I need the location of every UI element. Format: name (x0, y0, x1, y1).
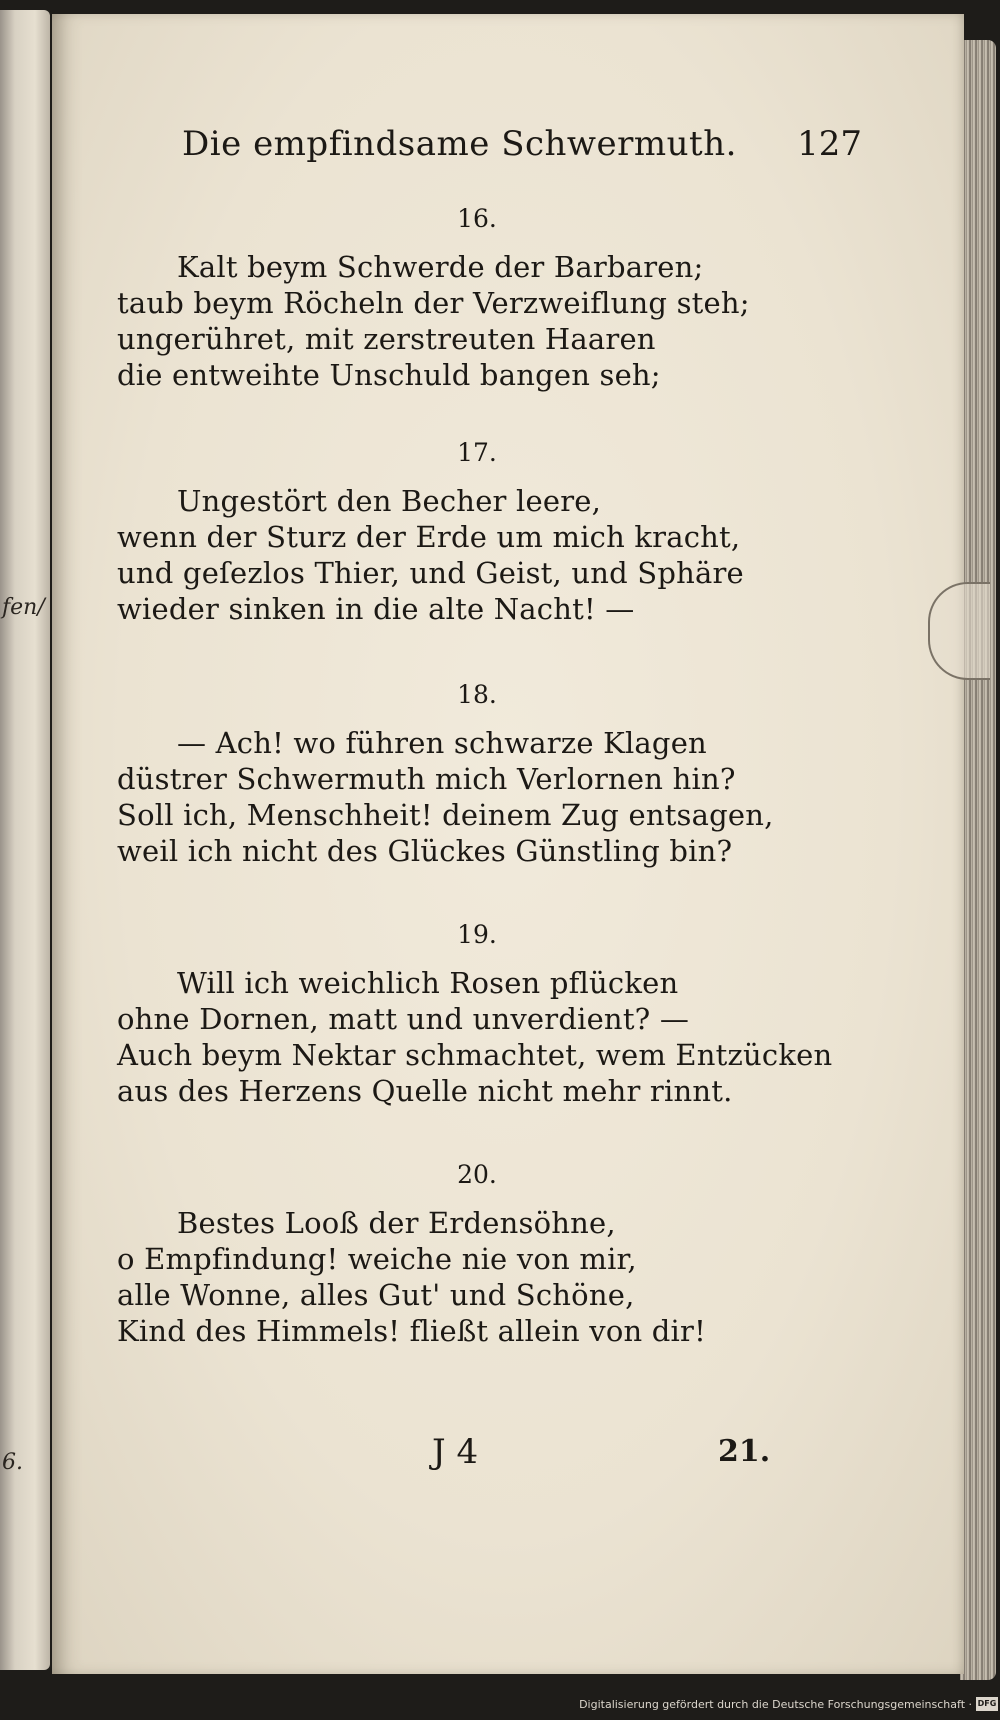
page-edges (960, 40, 996, 1680)
left-page-fragment: 6. (2, 1450, 23, 1475)
stanza-number: 17. (457, 438, 497, 467)
verse-line: o Empfindung! weiche nie von mir, (117, 1242, 637, 1276)
verse-line: Soll ich, Menschheit! deinem Zug entsagen, (117, 798, 774, 832)
verse-line: — Ach! wo führen schwarze Klagen (177, 726, 707, 760)
verse-line: Bestes Looß der Erdensöhne, (177, 1206, 616, 1240)
verse-line: taub beym Röcheln der Verzweiflung steh; (117, 286, 750, 320)
verse-line: Kind des Himmels! fließt allein von dir! (117, 1314, 706, 1348)
left-page-fragment: fen/ (2, 595, 45, 620)
verse-line: alle Wonne, alles Gut' und Schöne, (117, 1278, 635, 1312)
catchword: 21. (718, 1434, 771, 1469)
dfg-logo-icon: DFG (976, 1697, 998, 1711)
verse-line: weil ich nicht des Glückes Günstling bin? (117, 834, 733, 868)
stanza-number: 16. (457, 204, 497, 233)
verse-line: die entweihte Unschuld bangen seh; (117, 358, 661, 392)
verse-line: aus des Herzens Quelle nicht mehr rinnt. (117, 1074, 733, 1108)
verse-line: und geſezlos Thier, und Geist, und Sphäre (117, 556, 744, 590)
page-footer (52, 1432, 964, 1482)
running-title: Die empfindsame Schwermuth. (182, 124, 737, 164)
verse-line: Ungestört den Becher leere, (177, 484, 602, 518)
verse-line: düstrer Schwermuth mich Verlornen hin? (117, 762, 736, 796)
verse-line: Auch beym Nektar schmachtet, wem Entzücken (117, 1038, 833, 1072)
digitization-credit: Digitalisierung gefördert durch die Deutsche Forschungsgemeinschaft · (579, 1698, 972, 1711)
signature-mark: J 4 (432, 1432, 479, 1472)
page-number: 127 (797, 124, 862, 164)
verse-line: Will ich weichlich Rosen pflücken (177, 966, 679, 1000)
stanza-number: 19. (457, 920, 497, 949)
verse-line: wenn der Sturz der Erde um mich kracht, (117, 520, 741, 554)
verse-line: ohne Dornen, matt und unverdient? — (117, 1002, 690, 1036)
verse-line: ungerühret, mit zerstreuten Haaren (117, 322, 656, 356)
credit-bar (0, 1694, 1000, 1720)
stanza-number: 20. (457, 1160, 497, 1189)
book-page (52, 14, 964, 1674)
verse-line: wieder sinken in die alte Nacht! — (117, 592, 635, 626)
running-head (182, 116, 862, 176)
stanza-number: 18. (457, 680, 497, 709)
left-facing-page (0, 10, 50, 1670)
verse-line: Kalt beym Schwerde der Barbaren; (177, 250, 704, 284)
bookmark-tab (928, 582, 990, 680)
